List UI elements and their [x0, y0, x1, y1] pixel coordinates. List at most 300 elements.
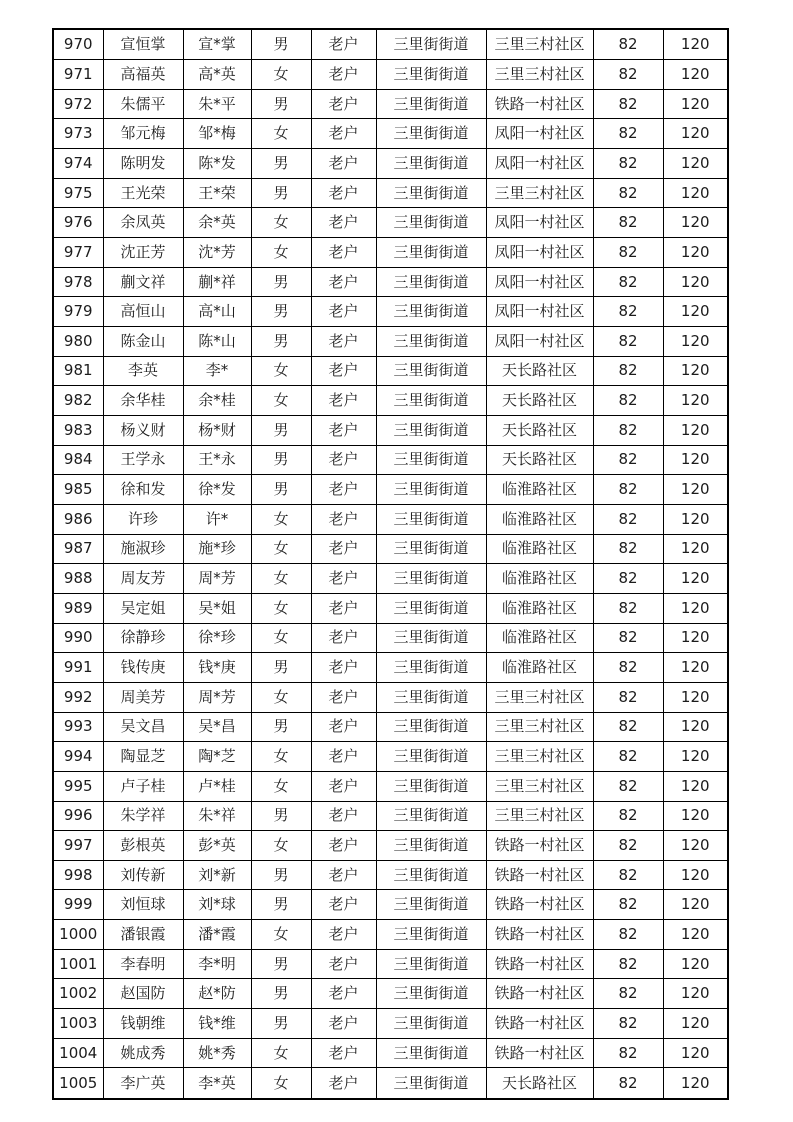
cell-value-b: 120: [663, 386, 728, 416]
cell-full-name: 钱朝维: [103, 1009, 183, 1039]
cell-gender: 男: [251, 949, 311, 979]
table-row: [53, 534, 728, 564]
cell-full-name: 周美芳: [103, 682, 183, 712]
cell-household-type: 老户: [311, 771, 376, 801]
cell-value-a: 82: [593, 60, 663, 90]
cell-full-name: 赵国防: [103, 979, 183, 1009]
cell-gender: 女: [251, 1068, 311, 1099]
cell-value-a: 82: [593, 386, 663, 416]
cell-gender: 男: [251, 178, 311, 208]
cell-seq: 975: [53, 178, 103, 208]
cell-community: 铁路一村社区: [486, 920, 593, 950]
cell-value-a: 82: [593, 415, 663, 445]
cell-value-a: 82: [593, 564, 663, 594]
cell-value-a: 82: [593, 208, 663, 238]
cell-household-type: 老户: [311, 623, 376, 653]
cell-value-a: 82: [593, 593, 663, 623]
cell-full-name: 陈明发: [103, 149, 183, 179]
cell-household-type: 老户: [311, 920, 376, 950]
cell-seq: 971: [53, 60, 103, 90]
cell-gender: 女: [251, 1038, 311, 1068]
cell-masked-name: 余*桂: [183, 386, 251, 416]
cell-gender: 男: [251, 149, 311, 179]
cell-household-type: 老户: [311, 1009, 376, 1039]
cell-gender: 女: [251, 920, 311, 950]
cell-masked-name: 余*英: [183, 208, 251, 238]
cell-street: 三里街街道: [376, 1009, 486, 1039]
cell-community: 三里三村社区: [486, 742, 593, 772]
cell-gender: 男: [251, 890, 311, 920]
cell-masked-name: 姚*秀: [183, 1038, 251, 1068]
cell-value-a: 82: [593, 979, 663, 1009]
cell-seq: 1005: [53, 1068, 103, 1099]
cell-household-type: 老户: [311, 1038, 376, 1068]
cell-value-b: 120: [663, 534, 728, 564]
table-row: [53, 238, 728, 268]
cell-masked-name: 周*芳: [183, 682, 251, 712]
cell-street: 三里街街道: [376, 89, 486, 119]
cell-community: 铁路一村社区: [486, 860, 593, 890]
cell-community: 天长路社区: [486, 1068, 593, 1099]
cell-household-type: 老户: [311, 178, 376, 208]
cell-community: 凤阳一村社区: [486, 267, 593, 297]
cell-value-b: 120: [663, 801, 728, 831]
cell-gender: 女: [251, 386, 311, 416]
table-row: [53, 297, 728, 327]
table-row: [53, 386, 728, 416]
cell-full-name: 王光荣: [103, 178, 183, 208]
cell-gender: 男: [251, 475, 311, 505]
cell-masked-name: 朱*平: [183, 89, 251, 119]
table-row: [53, 475, 728, 505]
cell-masked-name: 潘*霞: [183, 920, 251, 950]
cell-street: 三里街街道: [376, 445, 486, 475]
cell-value-a: 82: [593, 89, 663, 119]
cell-value-a: 82: [593, 801, 663, 831]
cell-street: 三里街街道: [376, 208, 486, 238]
cell-household-type: 老户: [311, 119, 376, 149]
cell-street: 三里街街道: [376, 949, 486, 979]
table-row: [53, 860, 728, 890]
cell-gender: 男: [251, 29, 311, 60]
cell-value-a: 82: [593, 712, 663, 742]
cell-gender: 女: [251, 742, 311, 772]
cell-full-name: 刘传新: [103, 860, 183, 890]
cell-community: 天长路社区: [486, 445, 593, 475]
cell-household-type: 老户: [311, 60, 376, 90]
cell-street: 三里街街道: [376, 475, 486, 505]
cell-seq: 973: [53, 119, 103, 149]
table-row: [53, 1068, 728, 1099]
cell-gender: 男: [251, 267, 311, 297]
cell-gender: 女: [251, 60, 311, 90]
cell-household-type: 老户: [311, 208, 376, 238]
cell-seq: 1003: [53, 1009, 103, 1039]
cell-gender: 女: [251, 682, 311, 712]
cell-full-name: 宣恒掌: [103, 29, 183, 60]
cell-value-b: 120: [663, 742, 728, 772]
cell-full-name: 姚成秀: [103, 1038, 183, 1068]
cell-street: 三里街街道: [376, 415, 486, 445]
cell-masked-name: 蒯*祥: [183, 267, 251, 297]
cell-street: 三里街街道: [376, 60, 486, 90]
cell-value-b: 120: [663, 860, 728, 890]
cell-gender: 女: [251, 831, 311, 861]
cell-value-a: 82: [593, 771, 663, 801]
cell-street: 三里街街道: [376, 1068, 486, 1099]
cell-value-a: 82: [593, 178, 663, 208]
cell-masked-name: 王*永: [183, 445, 251, 475]
cell-value-b: 120: [663, 178, 728, 208]
cell-full-name: 高福英: [103, 60, 183, 90]
cell-street: 三里街街道: [376, 119, 486, 149]
cell-street: 三里街街道: [376, 742, 486, 772]
cell-seq: 981: [53, 356, 103, 386]
cell-gender: 男: [251, 415, 311, 445]
cell-value-b: 120: [663, 29, 728, 60]
cell-value-b: 120: [663, 593, 728, 623]
cell-household-type: 老户: [311, 445, 376, 475]
table-row: [53, 564, 728, 594]
cell-household-type: 老户: [311, 89, 376, 119]
cell-value-a: 82: [593, 475, 663, 505]
cell-masked-name: 彭*英: [183, 831, 251, 861]
cell-seq: 977: [53, 238, 103, 268]
cell-household-type: 老户: [311, 564, 376, 594]
cell-value-b: 120: [663, 682, 728, 712]
cell-masked-name: 钱*庚: [183, 653, 251, 683]
cell-masked-name: 卢*桂: [183, 771, 251, 801]
cell-household-type: 老户: [311, 475, 376, 505]
table-row: [53, 89, 728, 119]
cell-value-a: 82: [593, 949, 663, 979]
cell-street: 三里街街道: [376, 1038, 486, 1068]
table-row: [53, 208, 728, 238]
cell-value-a: 82: [593, 742, 663, 772]
cell-masked-name: 施*珍: [183, 534, 251, 564]
cell-seq: 980: [53, 327, 103, 357]
cell-full-name: 许珍: [103, 504, 183, 534]
cell-seq: 1004: [53, 1038, 103, 1068]
cell-value-a: 82: [593, 1068, 663, 1099]
table-row: [53, 178, 728, 208]
cell-street: 三里街街道: [376, 920, 486, 950]
cell-value-b: 120: [663, 149, 728, 179]
table-row: [53, 742, 728, 772]
cell-full-name: 朱儒平: [103, 89, 183, 119]
cell-full-name: 邹元梅: [103, 119, 183, 149]
cell-full-name: 李广英: [103, 1068, 183, 1099]
cell-masked-name: 吴*姐: [183, 593, 251, 623]
cell-street: 三里街街道: [376, 831, 486, 861]
cell-full-name: 余凤英: [103, 208, 183, 238]
cell-community: 临淮路社区: [486, 653, 593, 683]
cell-value-b: 120: [663, 267, 728, 297]
cell-value-b: 120: [663, 89, 728, 119]
cell-full-name: 吴文昌: [103, 712, 183, 742]
cell-gender: 女: [251, 564, 311, 594]
table-row: [53, 1009, 728, 1039]
table-row: [53, 1038, 728, 1068]
cell-community: 铁路一村社区: [486, 831, 593, 861]
cell-seq: 982: [53, 386, 103, 416]
table-row: [53, 149, 728, 179]
cell-value-a: 82: [593, 119, 663, 149]
cell-gender: 男: [251, 860, 311, 890]
cell-community: 三里三村社区: [486, 712, 593, 742]
cell-full-name: 余华桂: [103, 386, 183, 416]
cell-value-a: 82: [593, 653, 663, 683]
cell-gender: 女: [251, 208, 311, 238]
cell-community: 临淮路社区: [486, 534, 593, 564]
cell-value-b: 120: [663, 356, 728, 386]
cell-value-b: 120: [663, 890, 728, 920]
cell-value-b: 120: [663, 623, 728, 653]
cell-street: 三里街街道: [376, 327, 486, 357]
cell-value-b: 120: [663, 920, 728, 950]
cell-masked-name: 许*: [183, 504, 251, 534]
table-row: [53, 415, 728, 445]
table-row: [53, 29, 728, 60]
cell-full-name: 高恒山: [103, 297, 183, 327]
cell-community: 天长路社区: [486, 386, 593, 416]
cell-street: 三里街街道: [376, 623, 486, 653]
cell-value-b: 120: [663, 949, 728, 979]
cell-value-b: 120: [663, 564, 728, 594]
cell-masked-name: 邹*梅: [183, 119, 251, 149]
cell-seq: 997: [53, 831, 103, 861]
cell-seq: 995: [53, 771, 103, 801]
cell-household-type: 老户: [311, 327, 376, 357]
table-row: [53, 801, 728, 831]
table-row: [53, 356, 728, 386]
cell-community: 临淮路社区: [486, 504, 593, 534]
cell-value-a: 82: [593, 1038, 663, 1068]
resident-roster-table: [52, 28, 729, 1100]
cell-full-name: 李英: [103, 356, 183, 386]
cell-street: 三里街街道: [376, 979, 486, 1009]
cell-value-a: 82: [593, 504, 663, 534]
cell-value-b: 120: [663, 445, 728, 475]
cell-household-type: 老户: [311, 415, 376, 445]
cell-gender: 男: [251, 801, 311, 831]
cell-community: 三里三村社区: [486, 801, 593, 831]
cell-community: 临淮路社区: [486, 593, 593, 623]
cell-household-type: 老户: [311, 890, 376, 920]
cell-community: 三里三村社区: [486, 29, 593, 60]
cell-value-b: 120: [663, 1009, 728, 1039]
cell-gender: 男: [251, 653, 311, 683]
cell-household-type: 老户: [311, 504, 376, 534]
cell-street: 三里街街道: [376, 267, 486, 297]
cell-value-b: 120: [663, 1068, 728, 1099]
cell-value-b: 120: [663, 831, 728, 861]
cell-masked-name: 李*: [183, 356, 251, 386]
table-row: [53, 593, 728, 623]
cell-gender: 女: [251, 356, 311, 386]
cell-household-type: 老户: [311, 742, 376, 772]
cell-community: 凤阳一村社区: [486, 149, 593, 179]
cell-value-a: 82: [593, 534, 663, 564]
cell-masked-name: 徐*发: [183, 475, 251, 505]
cell-seq: 1000: [53, 920, 103, 950]
cell-value-a: 82: [593, 327, 663, 357]
cell-value-b: 120: [663, 415, 728, 445]
cell-value-a: 82: [593, 149, 663, 179]
cell-community: 天长路社区: [486, 415, 593, 445]
cell-community: 凤阳一村社区: [486, 119, 593, 149]
cell-value-b: 120: [663, 238, 728, 268]
cell-seq: 986: [53, 504, 103, 534]
cell-gender: 女: [251, 534, 311, 564]
cell-household-type: 老户: [311, 682, 376, 712]
cell-full-name: 朱学祥: [103, 801, 183, 831]
cell-full-name: 陈金山: [103, 327, 183, 357]
cell-seq: 989: [53, 593, 103, 623]
cell-household-type: 老户: [311, 979, 376, 1009]
cell-full-name: 卢子桂: [103, 771, 183, 801]
cell-community: 三里三村社区: [486, 178, 593, 208]
cell-street: 三里街街道: [376, 860, 486, 890]
cell-value-a: 82: [593, 920, 663, 950]
table-row: [53, 771, 728, 801]
cell-value-b: 120: [663, 297, 728, 327]
table-row: [53, 712, 728, 742]
cell-seq: 972: [53, 89, 103, 119]
cell-community: 天长路社区: [486, 356, 593, 386]
cell-community: 三里三村社区: [486, 60, 593, 90]
cell-street: 三里街街道: [376, 564, 486, 594]
cell-value-b: 120: [663, 504, 728, 534]
cell-masked-name: 朱*祥: [183, 801, 251, 831]
cell-seq: 993: [53, 712, 103, 742]
cell-street: 三里街街道: [376, 771, 486, 801]
cell-gender: 女: [251, 238, 311, 268]
cell-value-b: 120: [663, 60, 728, 90]
cell-gender: 女: [251, 119, 311, 149]
cell-seq: 996: [53, 801, 103, 831]
cell-value-a: 82: [593, 860, 663, 890]
cell-value-a: 82: [593, 831, 663, 861]
cell-seq: 998: [53, 860, 103, 890]
cell-full-name: 潘银霞: [103, 920, 183, 950]
cell-community: 铁路一村社区: [486, 1009, 593, 1039]
cell-gender: 男: [251, 327, 311, 357]
cell-masked-name: 陶*芝: [183, 742, 251, 772]
cell-value-a: 82: [593, 238, 663, 268]
cell-street: 三里街街道: [376, 534, 486, 564]
cell-household-type: 老户: [311, 712, 376, 742]
cell-full-name: 吴定姐: [103, 593, 183, 623]
cell-street: 三里街街道: [376, 890, 486, 920]
cell-community: 铁路一村社区: [486, 979, 593, 1009]
cell-seq: 970: [53, 29, 103, 60]
cell-value-a: 82: [593, 682, 663, 712]
table-row: [53, 682, 728, 712]
cell-full-name: 彭根英: [103, 831, 183, 861]
cell-value-b: 120: [663, 119, 728, 149]
cell-seq: 992: [53, 682, 103, 712]
cell-full-name: 钱传庚: [103, 653, 183, 683]
table-row: [53, 623, 728, 653]
cell-value-b: 120: [663, 475, 728, 505]
cell-household-type: 老户: [311, 949, 376, 979]
cell-seq: 983: [53, 415, 103, 445]
cell-masked-name: 沈*芳: [183, 238, 251, 268]
cell-street: 三里街街道: [376, 356, 486, 386]
cell-masked-name: 刘*球: [183, 890, 251, 920]
cell-household-type: 老户: [311, 267, 376, 297]
cell-street: 三里街街道: [376, 653, 486, 683]
cell-masked-name: 徐*珍: [183, 623, 251, 653]
cell-community: 凤阳一村社区: [486, 327, 593, 357]
cell-value-a: 82: [593, 445, 663, 475]
cell-seq: 976: [53, 208, 103, 238]
cell-gender: 男: [251, 89, 311, 119]
cell-street: 三里街街道: [376, 712, 486, 742]
cell-masked-name: 王*荣: [183, 178, 251, 208]
cell-full-name: 施淑珍: [103, 534, 183, 564]
table-row: [53, 60, 728, 90]
cell-gender: 男: [251, 979, 311, 1009]
cell-household-type: 老户: [311, 149, 376, 179]
cell-value-a: 82: [593, 297, 663, 327]
cell-street: 三里街街道: [376, 149, 486, 179]
cell-full-name: 蒯文祥: [103, 267, 183, 297]
cell-household-type: 老户: [311, 534, 376, 564]
cell-gender: 男: [251, 1009, 311, 1039]
cell-household-type: 老户: [311, 29, 376, 60]
cell-gender: 男: [251, 297, 311, 327]
table-row: [53, 949, 728, 979]
cell-value-a: 82: [593, 356, 663, 386]
cell-community: 凤阳一村社区: [486, 238, 593, 268]
cell-seq: 994: [53, 742, 103, 772]
cell-value-a: 82: [593, 1009, 663, 1039]
cell-household-type: 老户: [311, 356, 376, 386]
cell-masked-name: 高*英: [183, 60, 251, 90]
cell-full-name: 周友芳: [103, 564, 183, 594]
table-row: [53, 920, 728, 950]
cell-street: 三里街街道: [376, 504, 486, 534]
cell-household-type: 老户: [311, 297, 376, 327]
cell-value-a: 82: [593, 29, 663, 60]
cell-household-type: 老户: [311, 386, 376, 416]
table-row: [53, 267, 728, 297]
cell-seq: 999: [53, 890, 103, 920]
cell-masked-name: 周*芳: [183, 564, 251, 594]
cell-value-b: 120: [663, 771, 728, 801]
cell-community: 临淮路社区: [486, 475, 593, 505]
cell-gender: 男: [251, 712, 311, 742]
cell-street: 三里街街道: [376, 29, 486, 60]
cell-seq: 1002: [53, 979, 103, 1009]
cell-community: 临淮路社区: [486, 564, 593, 594]
cell-community: 铁路一村社区: [486, 890, 593, 920]
cell-masked-name: 陈*发: [183, 149, 251, 179]
cell-community: 凤阳一村社区: [486, 297, 593, 327]
cell-community: 三里三村社区: [486, 682, 593, 712]
cell-full-name: 杨义财: [103, 415, 183, 445]
cell-full-name: 徐和发: [103, 475, 183, 505]
cell-masked-name: 杨*财: [183, 415, 251, 445]
table-row: [53, 119, 728, 149]
cell-value-b: 120: [663, 1038, 728, 1068]
cell-full-name: 王学永: [103, 445, 183, 475]
cell-household-type: 老户: [311, 1068, 376, 1099]
table-row: [53, 979, 728, 1009]
cell-masked-name: 李*明: [183, 949, 251, 979]
